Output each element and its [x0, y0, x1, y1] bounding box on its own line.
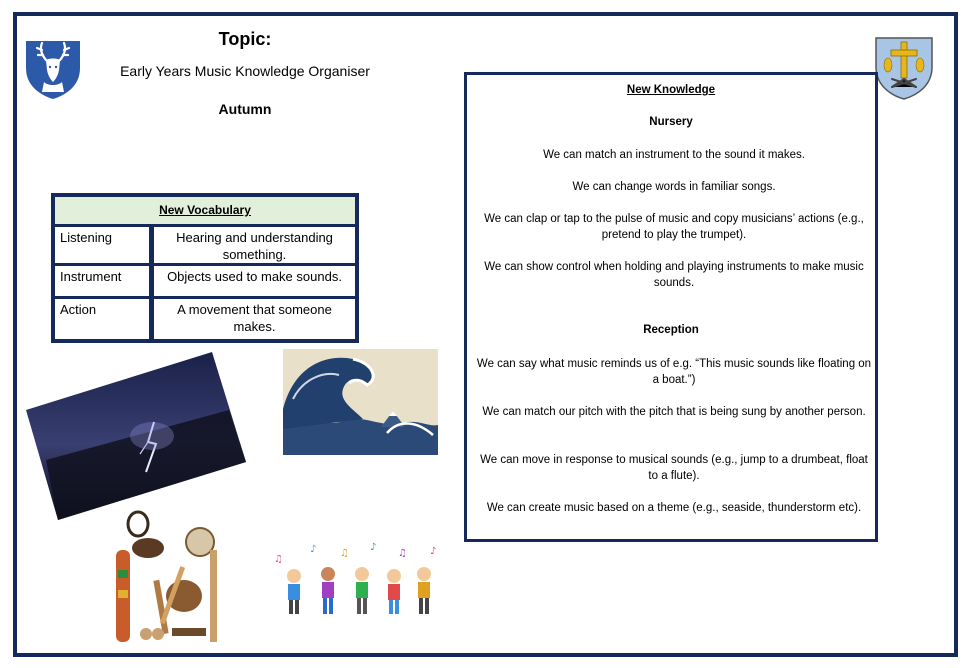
vocab-definition: Hearing and understanding something. — [154, 227, 355, 263]
page-topic-label: Topic: — [218, 29, 272, 49]
instruments-image — [102, 510, 230, 645]
svg-text:♪: ♪ — [310, 544, 317, 555]
vocabulary-table-title: New Vocabulary — [55, 197, 355, 224]
svg-text:♫: ♫ — [274, 554, 283, 565]
table-row — [55, 266, 355, 296]
knowledge-item: We can say what music reminds us of e.g. “This music sounds like floating on a boat.”) — [476, 358, 872, 386]
cross-shield-icon — [874, 35, 934, 101]
knowledge-item: We can move in response to musical sounds (e.g., jump to a drumbeat, float to a flute). — [480, 454, 868, 482]
vocab-term: Listening — [55, 227, 149, 263]
svg-text:♪: ♪ — [430, 546, 437, 557]
vocabulary-table — [51, 193, 359, 343]
table-row — [55, 227, 355, 263]
knowledge-item: We can clap or tap to the pulse of music and copy musicians’ actions (e.g., pretend to play the trumpet). — [484, 213, 864, 241]
vocab-definition: A movement that someone makes. — [154, 299, 355, 339]
svg-text:♫: ♫ — [398, 548, 407, 559]
knowledge-item: We can match our pitch with the pitch that is being sung by another person. — [482, 406, 866, 418]
dancing-children-image — [270, 540, 442, 622]
knowledge-item: We can create music based on a theme (e.g., seaside, thunderstorm etc). — [486, 502, 862, 514]
svg-text:♫: ♫ — [340, 548, 349, 559]
table-row — [55, 299, 355, 339]
season-label: Autumn — [218, 101, 272, 117]
vocab-definition: Objects used to make sounds. — [154, 266, 355, 296]
stag-shield-icon — [24, 38, 82, 100]
knowledge-title: New Knowledge — [626, 84, 716, 96]
vocab-term: Instrument — [55, 266, 149, 296]
knowledge-item: We can match an instrument to the sound it makes. — [543, 149, 805, 161]
nursery-heading: Nursery — [649, 116, 693, 128]
thunderstorm-image — [24, 350, 248, 522]
page-subtitle: Early Years Music Knowledge Organiser — [120, 63, 370, 79]
knowledge-item: We can show control when holding and playing instruments to make music sounds. — [484, 261, 864, 289]
vocab-term: Action — [55, 299, 149, 339]
knowledge-panel — [464, 72, 878, 542]
great-wave-image — [283, 349, 438, 455]
svg-text:♪: ♪ — [370, 542, 377, 553]
reception-heading: Reception — [643, 324, 699, 336]
knowledge-item: We can change words in familiar songs. — [572, 181, 776, 193]
